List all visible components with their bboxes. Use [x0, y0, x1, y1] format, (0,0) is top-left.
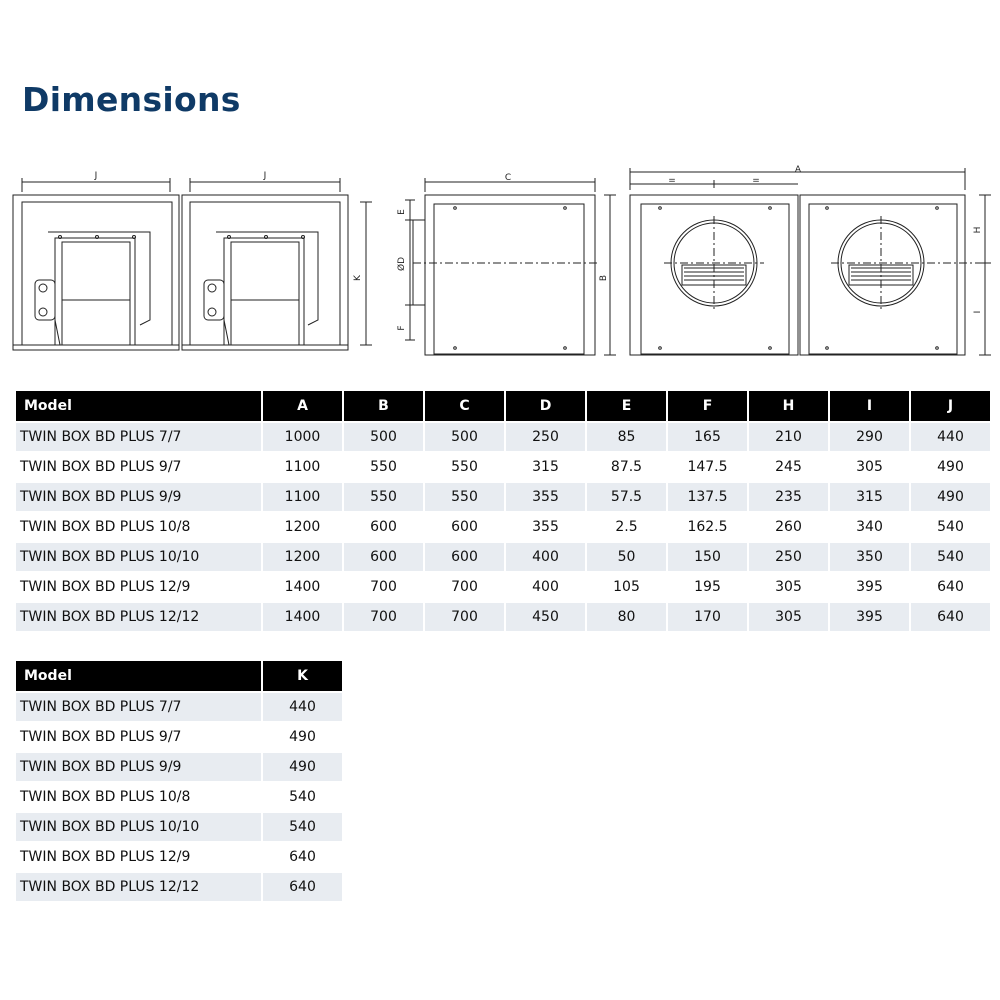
- table-row: [16, 423, 990, 451]
- dimensions-table: [14, 389, 992, 633]
- value-cell: 490: [263, 723, 342, 751]
- table-header-row: [16, 661, 342, 691]
- dim-label-j-2: J: [263, 171, 267, 181]
- table-row: [16, 843, 342, 871]
- dim-label-f: F: [397, 325, 407, 331]
- value-cell: 550: [344, 453, 423, 481]
- value-cell: 700: [425, 573, 504, 601]
- side-view: [13, 171, 372, 350]
- value-cell: 85: [587, 423, 666, 451]
- model-cell: TWIN BOX BD PLUS 9/9: [16, 483, 261, 511]
- value-cell: 50: [587, 543, 666, 571]
- value-cell: 600: [425, 543, 504, 571]
- value-cell: 57.5: [587, 483, 666, 511]
- value-cell: 1200: [263, 513, 342, 541]
- value-cell: 315: [830, 483, 909, 511]
- value-cell: 490: [263, 753, 342, 781]
- value-cell: 550: [344, 483, 423, 511]
- value-cell: 640: [911, 573, 990, 601]
- value-cell: 540: [263, 813, 342, 841]
- column-header-b: B: [344, 391, 423, 421]
- column-header-a: A: [263, 391, 342, 421]
- model-cell: TWIN BOX BD PLUS 12/9: [16, 573, 261, 601]
- model-cell: TWIN BOX BD PLUS 10/10: [16, 543, 261, 571]
- table-row: [16, 453, 990, 481]
- model-cell: TWIN BOX BD PLUS 10/8: [16, 513, 261, 541]
- dim-label-d: ØD: [397, 256, 407, 272]
- value-cell: 600: [344, 513, 423, 541]
- value-cell: 305: [749, 603, 828, 631]
- value-cell: 235: [749, 483, 828, 511]
- value-cell: 1400: [263, 573, 342, 601]
- value-cell: 600: [344, 543, 423, 571]
- value-cell: 1000: [263, 423, 342, 451]
- value-cell: 450: [506, 603, 585, 631]
- value-cell: 640: [263, 843, 342, 871]
- table-row: [16, 753, 342, 781]
- value-cell: 260: [749, 513, 828, 541]
- value-cell: 87.5: [587, 453, 666, 481]
- value-cell: 640: [263, 873, 342, 901]
- value-cell: 137.5: [668, 483, 747, 511]
- table-row: [16, 513, 990, 541]
- column-header-model: Model: [16, 661, 261, 691]
- column-header-h: H: [749, 391, 828, 421]
- value-cell: 540: [911, 543, 990, 571]
- value-cell: 395: [830, 573, 909, 601]
- value-cell: 305: [749, 573, 828, 601]
- dim-label-h: H: [973, 226, 983, 234]
- value-cell: 640: [911, 603, 990, 631]
- value-cell: 315: [506, 453, 585, 481]
- model-cell: TWIN BOX BD PLUS 9/7: [16, 453, 261, 481]
- dim-label-eq-2: =: [752, 176, 760, 186]
- value-cell: 162.5: [668, 513, 747, 541]
- value-cell: 245: [749, 453, 828, 481]
- value-cell: 490: [911, 483, 990, 511]
- dim-label-j-1: J: [94, 171, 98, 181]
- value-cell: 540: [263, 783, 342, 811]
- model-cell: TWIN BOX BD PLUS 9/7: [16, 723, 261, 751]
- dim-label-a: A: [794, 165, 802, 175]
- value-cell: 400: [506, 573, 585, 601]
- dim-label-i: I: [973, 310, 983, 314]
- value-cell: 1100: [263, 483, 342, 511]
- table-header-row: [16, 391, 990, 421]
- model-cell: TWIN BOX BD PLUS 10/10: [16, 813, 261, 841]
- value-cell: 290: [830, 423, 909, 451]
- table-row: [16, 543, 990, 571]
- value-cell: 355: [506, 483, 585, 511]
- value-cell: 210: [749, 423, 828, 451]
- model-cell: TWIN BOX BD PLUS 10/8: [16, 783, 261, 811]
- value-cell: 550: [425, 483, 504, 511]
- value-cell: 355: [506, 513, 585, 541]
- value-cell: 400: [506, 543, 585, 571]
- value-cell: 500: [344, 423, 423, 451]
- table-row: [16, 723, 342, 751]
- model-cell: TWIN BOX BD PLUS 12/12: [16, 603, 261, 631]
- column-header-i: I: [830, 391, 909, 421]
- dim-label-e: E: [397, 209, 407, 215]
- table-row: [16, 603, 990, 631]
- column-header-e: E: [587, 391, 666, 421]
- value-cell: 147.5: [668, 453, 747, 481]
- value-cell: 340: [830, 513, 909, 541]
- value-cell: 80: [587, 603, 666, 631]
- model-cell: TWIN BOX BD PLUS 12/9: [16, 843, 261, 871]
- value-cell: 250: [749, 543, 828, 571]
- page-title: Dimensions: [22, 80, 241, 120]
- column-header-k: K: [263, 661, 342, 691]
- value-cell: 105: [587, 573, 666, 601]
- value-cell: 2.5: [587, 513, 666, 541]
- value-cell: 350: [830, 543, 909, 571]
- value-cell: 170: [668, 603, 747, 631]
- dimension-drawing: [0, 160, 1000, 375]
- value-cell: 700: [344, 573, 423, 601]
- value-cell: 1400: [263, 603, 342, 631]
- table-row: [16, 483, 990, 511]
- value-cell: 440: [911, 423, 990, 451]
- table-row: [16, 783, 342, 811]
- dim-label-eq-1: =: [668, 176, 676, 186]
- table-row: [16, 693, 342, 721]
- column-header-j: J: [911, 391, 990, 421]
- value-cell: 540: [911, 513, 990, 541]
- value-cell: 600: [425, 513, 504, 541]
- value-cell: 440: [263, 693, 342, 721]
- value-cell: 700: [344, 603, 423, 631]
- value-cell: 490: [911, 453, 990, 481]
- value-cell: 700: [425, 603, 504, 631]
- table-row: [16, 813, 342, 841]
- value-cell: 395: [830, 603, 909, 631]
- dim-label-k: K: [353, 275, 363, 281]
- value-cell: 1100: [263, 453, 342, 481]
- model-cell: TWIN BOX BD PLUS 7/7: [16, 693, 261, 721]
- model-cell: TWIN BOX BD PLUS 7/7: [16, 423, 261, 451]
- model-cell: TWIN BOX BD PLUS 9/9: [16, 753, 261, 781]
- table-row: [16, 873, 342, 901]
- model-cell: TWIN BOX BD PLUS 12/12: [16, 873, 261, 901]
- front-view: [396, 173, 616, 355]
- column-header-d: D: [506, 391, 585, 421]
- value-cell: 165: [668, 423, 747, 451]
- table-row: [16, 573, 990, 601]
- value-cell: 195: [668, 573, 747, 601]
- column-header-f: F: [668, 391, 747, 421]
- value-cell: 305: [830, 453, 909, 481]
- outlet-view: [630, 165, 991, 355]
- value-cell: 1200: [263, 543, 342, 571]
- value-cell: 150: [668, 543, 747, 571]
- column-header-c: C: [425, 391, 504, 421]
- value-cell: 500: [425, 423, 504, 451]
- value-cell: 250: [506, 423, 585, 451]
- k-dimension-table: [14, 659, 344, 903]
- dim-label-c: C: [504, 173, 512, 183]
- value-cell: 550: [425, 453, 504, 481]
- column-header-model: Model: [16, 391, 261, 421]
- dim-label-b: B: [599, 274, 609, 282]
